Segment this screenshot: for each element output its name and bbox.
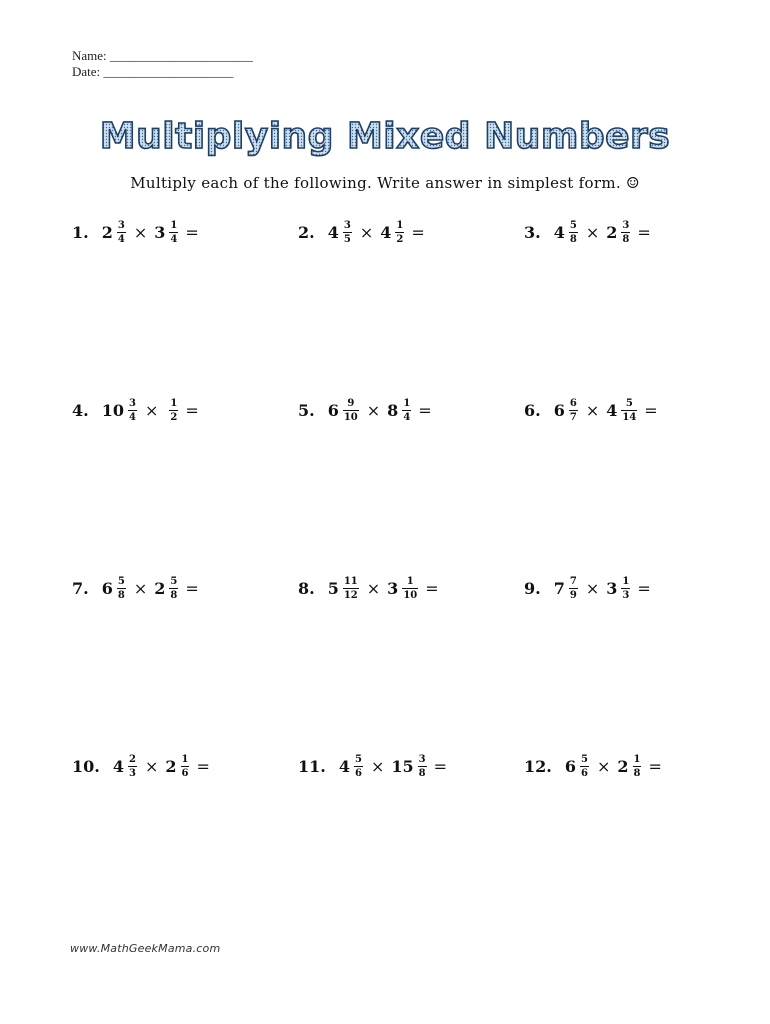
times-sign: ×: [585, 400, 600, 420]
whole-number: 4: [327, 222, 339, 242]
fraction: [621, 576, 630, 601]
numerator: 5: [117, 575, 125, 587]
whole-number: 2: [101, 222, 113, 242]
fraction-bar: [128, 766, 137, 767]
equals-sign: =: [425, 578, 439, 598]
numerator: 1: [406, 575, 414, 587]
problem-number: 4.: [72, 400, 89, 420]
fraction: [633, 754, 642, 779]
fraction: [569, 220, 578, 245]
fraction: [169, 576, 178, 601]
numerator: 6: [569, 397, 577, 409]
date-label: Date:: [72, 64, 101, 79]
equals-sign: =: [644, 400, 658, 420]
denominator: 5: [343, 233, 351, 245]
fraction-bar: [402, 588, 418, 589]
denominator: 8: [170, 589, 178, 601]
denominator: 7: [569, 411, 577, 423]
whole-number: 4: [112, 756, 124, 776]
denominator: 10: [403, 589, 418, 601]
problem-9: [524, 568, 651, 608]
numerator: 3: [418, 753, 426, 765]
problem-4: [72, 390, 199, 430]
denominator: 4: [117, 233, 125, 245]
equals-sign: =: [648, 756, 662, 776]
whole-number: 2: [606, 222, 618, 242]
fraction: [580, 754, 589, 779]
name-field: [72, 48, 253, 63]
equals-sign: =: [185, 400, 199, 420]
fraction-bar: [569, 588, 578, 589]
fraction: [128, 754, 137, 779]
problem-6: [524, 390, 658, 430]
fraction: [402, 576, 418, 601]
equals-sign: =: [637, 578, 651, 598]
fraction-bar: [395, 232, 404, 233]
fraction: [343, 398, 359, 423]
denominator: 8: [569, 233, 577, 245]
numerator: 1: [170, 219, 178, 231]
denominator: 8: [633, 767, 641, 779]
website-footer: www.MathGeekMama.com: [70, 942, 221, 955]
denominator: 8: [117, 589, 125, 601]
denominator: 3: [128, 767, 136, 779]
numerator: 1: [396, 219, 404, 231]
numerator: 3: [343, 219, 351, 231]
numerator: 5: [569, 219, 577, 231]
fraction-bar: [343, 410, 359, 411]
fraction: [621, 398, 637, 423]
whole-number: 8: [387, 400, 399, 420]
fraction-bar: [169, 232, 178, 233]
problem-number: 3.: [524, 222, 541, 242]
problem-number: 6.: [524, 400, 541, 420]
problem-number: 5.: [298, 400, 315, 420]
date-blank[interactable]: ____________________: [103, 64, 234, 79]
equals-sign: =: [196, 756, 210, 776]
fraction-bar: [117, 588, 126, 589]
name-blank[interactable]: ______________________: [109, 48, 253, 63]
numerator: 2: [128, 753, 136, 765]
instructions: Multiply each of the following. Write answer in simplest form. ☺: [130, 174, 640, 192]
whole-number: 15: [391, 756, 414, 776]
numerator: 1: [633, 753, 641, 765]
equals-sign: =: [185, 222, 199, 242]
numerator: 7: [569, 575, 577, 587]
denominator: 4: [170, 233, 178, 245]
times-sign: ×: [585, 222, 600, 242]
numerator: 5: [580, 753, 588, 765]
fraction: [354, 754, 363, 779]
whole-number: 4: [606, 400, 618, 420]
numerator: 9: [347, 397, 355, 409]
fraction-bar: [354, 766, 363, 767]
fraction: [117, 220, 126, 245]
problem-number: 12.: [524, 756, 552, 776]
numerator: 5: [625, 397, 633, 409]
fraction-bar: [621, 410, 637, 411]
whole-number: 5: [327, 578, 339, 598]
denominator: 10: [343, 411, 358, 423]
fraction-bar: [569, 410, 578, 411]
equals-sign: =: [418, 400, 432, 420]
whole-number: 6: [327, 400, 339, 420]
fraction: [117, 576, 126, 601]
fraction-bar: [633, 766, 642, 767]
fraction-bar: [117, 232, 126, 233]
denominator: 6: [354, 767, 362, 779]
denominator: 3: [622, 589, 630, 601]
whole-number: 3: [387, 578, 399, 598]
fraction: [343, 220, 352, 245]
numerator: 3: [622, 219, 630, 231]
equals-sign: =: [433, 756, 447, 776]
times-sign: ×: [133, 222, 148, 242]
problem-5: [298, 390, 432, 430]
times-sign: ×: [366, 578, 381, 598]
whole-number: 3: [606, 578, 618, 598]
fraction-bar: [343, 232, 352, 233]
numerator: 3: [128, 397, 136, 409]
denominator: 4: [403, 411, 411, 423]
fraction: [128, 398, 137, 423]
problem-number: 10.: [72, 756, 100, 776]
problem-7: [72, 568, 199, 608]
problem-3: [524, 212, 651, 252]
equals-sign: =: [185, 578, 199, 598]
problem-number: 7.: [72, 578, 89, 598]
fraction: [169, 398, 178, 423]
fraction: [569, 576, 578, 601]
times-sign: ×: [370, 756, 385, 776]
denominator: 8: [418, 767, 426, 779]
fraction: [402, 398, 411, 423]
fraction-bar: [621, 588, 630, 589]
problem-number: 1.: [72, 222, 89, 242]
fraction-bar: [418, 766, 427, 767]
problem-11: [298, 746, 447, 786]
whole-number: 2: [165, 756, 177, 776]
worksheet-title-banner: [0, 108, 770, 164]
fraction-bar: [343, 588, 359, 589]
worksheet-title: Multiplying Mixed Numbers: [99, 116, 671, 157]
denominator: 14: [622, 411, 637, 423]
whole-number: 6: [564, 756, 576, 776]
whole-number: 3: [154, 222, 166, 242]
times-sign: ×: [366, 400, 381, 420]
denominator: 4: [128, 411, 136, 423]
fraction-bar: [402, 410, 411, 411]
whole-number: 7: [553, 578, 565, 598]
numerator: 1: [403, 397, 411, 409]
fraction-bar: [181, 766, 190, 767]
problem-2: [298, 212, 425, 252]
whole-number: 4: [380, 222, 392, 242]
numerator: 11: [343, 575, 358, 587]
denominator: 12: [343, 589, 358, 601]
problem-12: [524, 746, 662, 786]
times-sign: ×: [596, 756, 611, 776]
denominator: 2: [396, 233, 404, 245]
whole-number: 4: [553, 222, 565, 242]
fraction: [181, 754, 190, 779]
whole-number: 6: [101, 578, 113, 598]
problem-number: 9.: [524, 578, 541, 598]
whole-number: 10: [101, 400, 124, 420]
fraction: [621, 220, 630, 245]
fraction: [569, 398, 578, 423]
fraction-bar: [169, 410, 178, 411]
problem-number: 11.: [298, 756, 326, 776]
date-field: [72, 64, 233, 79]
denominator: 6: [181, 767, 189, 779]
name-label: Name:: [72, 48, 107, 63]
numerator: 5: [170, 575, 178, 587]
problem-number: 8.: [298, 578, 315, 598]
times-sign: ×: [144, 756, 159, 776]
numerator: 5: [354, 753, 362, 765]
fraction: [418, 754, 427, 779]
fraction-bar: [169, 588, 178, 589]
problem-8: [298, 568, 439, 608]
fraction-bar: [569, 232, 578, 233]
equals-sign: =: [411, 222, 425, 242]
whole-number: 6: [553, 400, 565, 420]
numerator: 3: [117, 219, 125, 231]
denominator: 2: [170, 411, 178, 423]
worksheet-title-graphic: [99, 108, 671, 164]
whole-number: 4: [338, 756, 350, 776]
fraction: [169, 220, 178, 245]
whole-number: 2: [617, 756, 629, 776]
times-sign: ×: [144, 400, 159, 420]
times-sign: ×: [585, 578, 600, 598]
denominator: 8: [622, 233, 630, 245]
times-sign: ×: [133, 578, 148, 598]
problem-10: [72, 746, 210, 786]
fraction-bar: [621, 232, 630, 233]
fraction: [343, 576, 359, 601]
denominator: 9: [569, 589, 577, 601]
numerator: 1: [170, 397, 178, 409]
fraction-bar: [128, 410, 137, 411]
whole-number: 2: [154, 578, 166, 598]
fraction-bar: [580, 766, 589, 767]
times-sign: ×: [359, 222, 374, 242]
denominator: 6: [580, 767, 588, 779]
problem-1: [72, 212, 199, 252]
numerator: 1: [181, 753, 189, 765]
numerator: 1: [622, 575, 630, 587]
problem-number: 2.: [298, 222, 315, 242]
fraction: [395, 220, 404, 245]
equals-sign: =: [637, 222, 651, 242]
